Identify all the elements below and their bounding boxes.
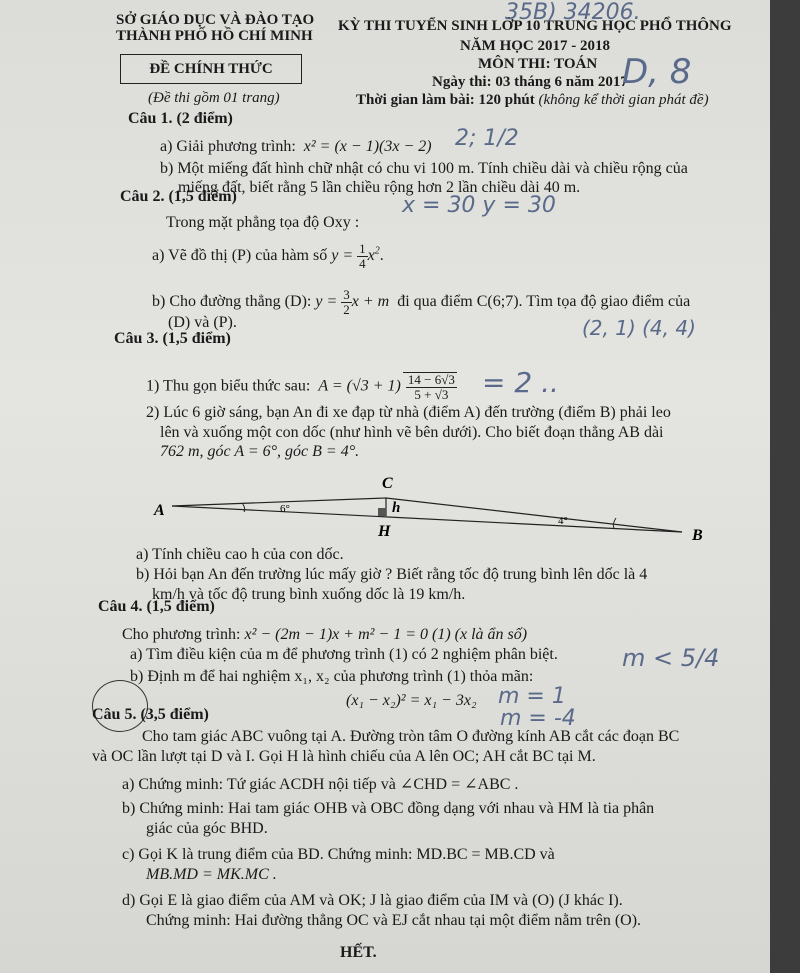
q3-title: Câu 3. (1,5 điểm)	[114, 330, 231, 347]
end-marker: HẾT.	[340, 944, 377, 961]
q5-c-line1: c) Gọi K là trung điểm của BD. Chứng minh: MD.BC = MB.CD và	[122, 846, 555, 863]
slope-figure	[150, 470, 710, 550]
q4b-handwritten-2: m = -4	[500, 706, 576, 731]
school-year: NĂM HỌC 2017 - 2018	[460, 38, 610, 54]
q5-c-line2: MB.MD = MK.MC .	[146, 866, 277, 883]
fraction: $\frac{14 - 6√3}{5 + √3}$	[407, 372, 455, 402]
q5-b-line1: b) Chứng minh: Hai tam giác OHB và OBC đồng dạng với nhau và HM là tia phân	[122, 800, 655, 817]
q4a-handwritten: m < 5/4	[622, 644, 720, 672]
line-AC	[172, 498, 386, 506]
label-angle-A: 6°	[280, 503, 290, 515]
q3-p2-line1: 2) Lúc 6 giờ sáng, bạn An đi xe đạp từ nhà (điểm A) đến trường (điểm B) phải leo	[146, 404, 671, 421]
dept-line-2: THÀNH PHỐ HỒ CHÍ MINH	[116, 28, 313, 44]
q2-intro: Trong mặt phẳng tọa độ Oxy :	[166, 214, 360, 231]
dept-line-1: SỞ GIÁO DỤC VÀ ĐÀO TẠO	[116, 12, 315, 28]
q3-qa: a) Tính chiều cao h của con dốc.	[136, 546, 344, 563]
q5-intro-line1: Cho tam giác ABC vuông tại A. Đường tròn tâm O đường kính AB cắt các đoạn BC	[142, 728, 680, 745]
q1b-handwritten: x = 30 y = 30	[402, 193, 556, 218]
pages-note: (Đề thi gồm 01 trang)	[148, 90, 280, 106]
q3-qb-line2: km/h và tốc độ trung bình xuống dốc là 19 km/h.	[152, 586, 466, 603]
q5-d-line2: Chứng minh: Hai đường thẳng OC và EJ cắt nhau tại một điểm nằm trên (O).	[146, 912, 642, 929]
q1-b-line1: b) Một miếng đất hình chữ nhật có chu vi 100 m. Tính chiều dài và chiều rộng của	[160, 160, 688, 177]
label-C: C	[382, 475, 393, 492]
q5-intro-line2: và OC lần lượt tại D và I. Gọi H là hình chiếu của A lên OC; AH cắt BC tại M.	[92, 748, 596, 765]
line-AB	[172, 506, 682, 532]
q4-a: a) Tìm điều kiện của m để phương trình (1) có 2 nghiệm phân biệt.	[130, 646, 558, 663]
q3-p2-line3: 762 m, góc A = 6°, góc B = 4°.	[160, 443, 360, 460]
exam-title: KỲ THI TUYỂN SINH LỚP 10 TRUNG HỌC PHỔ THÔNG	[338, 18, 732, 34]
q4-title: Câu 4. (1,5 điểm)	[98, 598, 215, 615]
right-angle-mark	[378, 508, 386, 516]
angle-A-arc	[242, 503, 245, 512]
q3-p1: 1) Thu gọn biểu thức sau: A = (√3 + 1) $\frac{14 - 6√3}{5 + √3}$	[146, 372, 455, 402]
q3-p2-line2: lên và xuống một con dốc (như hình vẽ bên dưới). Cho biết đoạn thẳng AB dài	[160, 424, 664, 441]
label-B: B	[692, 527, 703, 544]
q1-a: a) Giải phương trình: x² = (x − 1)(3x − 2)	[160, 138, 432, 155]
q2b-handwritten: (2, 1) (4, 4)	[582, 316, 696, 340]
duration: Thời gian làm bài: 120 phút (không kể thời gian phát đề)	[356, 92, 709, 108]
q4-b-eq: (x₁ − x₂)² = x₁ − 3x₂	[346, 692, 477, 709]
handwritten-score: D, 8	[622, 52, 692, 92]
q2-title: Câu 2. (1,5 điểm)	[120, 188, 237, 205]
q2-b: b) Cho đường thẳng (D): y = $\frac{3}{2}$ x + m đi qua điểm C(6;7). Tìm tọa độ giao điểm của	[152, 287, 691, 317]
label-angle-B: 4°	[558, 515, 568, 527]
exam-date: Ngày thi: 03 tháng 6 năm 2017	[432, 74, 628, 90]
q3-qb-line1: b) Hỏi bạn An đến trường lúc mấy giờ ? Biết rằng tốc độ trung bình lên dốc là 4	[136, 566, 648, 583]
line-CB	[386, 498, 682, 532]
label-h: h	[392, 500, 401, 516]
q2-b-line2: (D) và (P).	[168, 314, 237, 331]
q4-intro: Cho phương trình: x² − (2m − 1)x + m² − 1 = 0 (1) (x là ẩn số)	[122, 626, 528, 643]
angle-B-arc	[613, 518, 616, 528]
label-H: H	[378, 523, 391, 540]
handwritten-code: 35B) 34206.	[505, 0, 641, 25]
q1-b-line2: miếng đất, biết rằng 5 lần chiều rộng hơn 2 lần chiều dài 40 m.	[178, 179, 581, 196]
q5-d-line1: d) Gọi E là giao điểm của AM và OK; J là giao điểm của IM và (O) (J khác I).	[122, 892, 623, 909]
q4b-handwritten-1: m = 1	[498, 684, 566, 709]
q5-a: a) Chứng minh: Tứ giác ACDH nội tiếp và ∠CHD = ∠ABC .	[122, 776, 519, 793]
label-A: A	[154, 502, 165, 519]
q1a-handwritten: 2; 1/2	[455, 126, 519, 151]
q5-title: Câu 5. (3,5 điểm)	[92, 706, 209, 723]
fraction: $\frac{1}{4}$	[359, 241, 366, 271]
q5-b-line2: giác của góc BHD.	[146, 820, 268, 837]
q2-a: a) Vẽ đồ thị (P) của hàm số y = $\frac{1}{4}$ $x^2$.	[152, 241, 384, 271]
subject: MÔN THI: TOÁN	[478, 56, 598, 72]
q4-b: b) Định m để hai nghiệm x₁, x₂ của phương trình (1) thỏa mãn:	[130, 668, 534, 685]
official-label: ĐỀ CHÍNH THỨC	[120, 54, 302, 84]
q1-title: Câu 1. (2 điểm)	[128, 110, 233, 127]
fraction: $\frac{3}{2}$	[343, 287, 350, 317]
q3-handwritten: = 2 ..	[482, 366, 559, 399]
